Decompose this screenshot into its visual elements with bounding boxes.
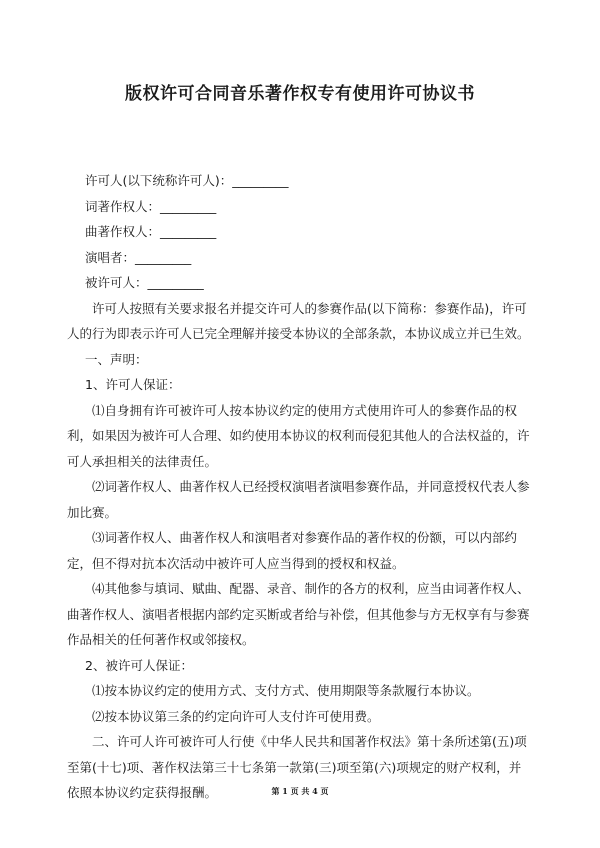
field-licensor: 许可人(以下统称许可人)：_________: [85, 173, 289, 188]
clause-1-3: ⑶词著作权人、曲著作权人和演唱者对参赛作品的著作权的份额，可以内部约定，但不得对抗本次活动中被许可人应当得到的授权和权益。: [67, 530, 518, 571]
field-music-copyright-owner: 曲著作权人：_________: [85, 224, 217, 239]
field-lyrics-copyright-owner: 词著作权人：_________: [85, 198, 217, 214]
section-heading-declaration: 一、声明：: [85, 351, 148, 367]
clause-2-2: ⑵按本协议第三条的约定向许可人支付许可使用费。: [92, 708, 380, 724]
field-licensee: 被许可人：_________: [85, 275, 204, 290]
field-performer: 演唱者：_________: [85, 249, 192, 265]
clause-1-4: ⑷其他参与填词、赋曲、配器、录音、制作的各方的权利，应当由词著作权人、曲著作权人、演唱者根据内部约定买断或者给与补偿，但其他参与方无权享有与参赛作品相关的任何著作权或邻接权。: [67, 581, 530, 647]
clause-1-1: ⑴自身拥有许可被许可人按本协议约定的使用方式使用许可人的参赛作品的权利，如果因为被许可人合理、如约使用本协议的权利而侵犯其他人的合法权益的，许可人承担相关的法律责任。: [67, 402, 530, 469]
document-body: [67, 168, 533, 806]
page-number: 第 1 页 共 4 页: [271, 786, 329, 796]
subheading-licensor-guarantee: 1、许可人保证：: [85, 377, 181, 392]
clause-1-2: ⑵词著作权人、曲著作权人已经授权演唱者演唱参赛作品，并同意授权代表人参加比赛。: [67, 479, 530, 520]
document-title: 版权许可合同音乐著作权专有使用许可协议书: [125, 84, 475, 104]
section-2-paragraph: 二、许可人许可被许可人行使《中华人民共和国著作权法》第十条所述第(五)项至第(十七)项、著作权法第三十七条第一款第(三)项至第(六)项规定的财产权利，并依照本协议约定获得报酬。: [67, 734, 527, 800]
subheading-licensee-guarantee: 2、被许可人保证：: [85, 657, 193, 673]
intro-paragraph: 许可人按照有关要求报名并提交许可人的参赛作品(以下简称：参赛作品)，许可人的行为即表示许可人已完全理解并接受本协议的全部条款，本协议成立并已生效。: [67, 300, 530, 341]
clause-2-1: ⑴按本协议约定的使用方式、支付方式、使用期限等条款履行本协议。: [92, 683, 480, 698]
